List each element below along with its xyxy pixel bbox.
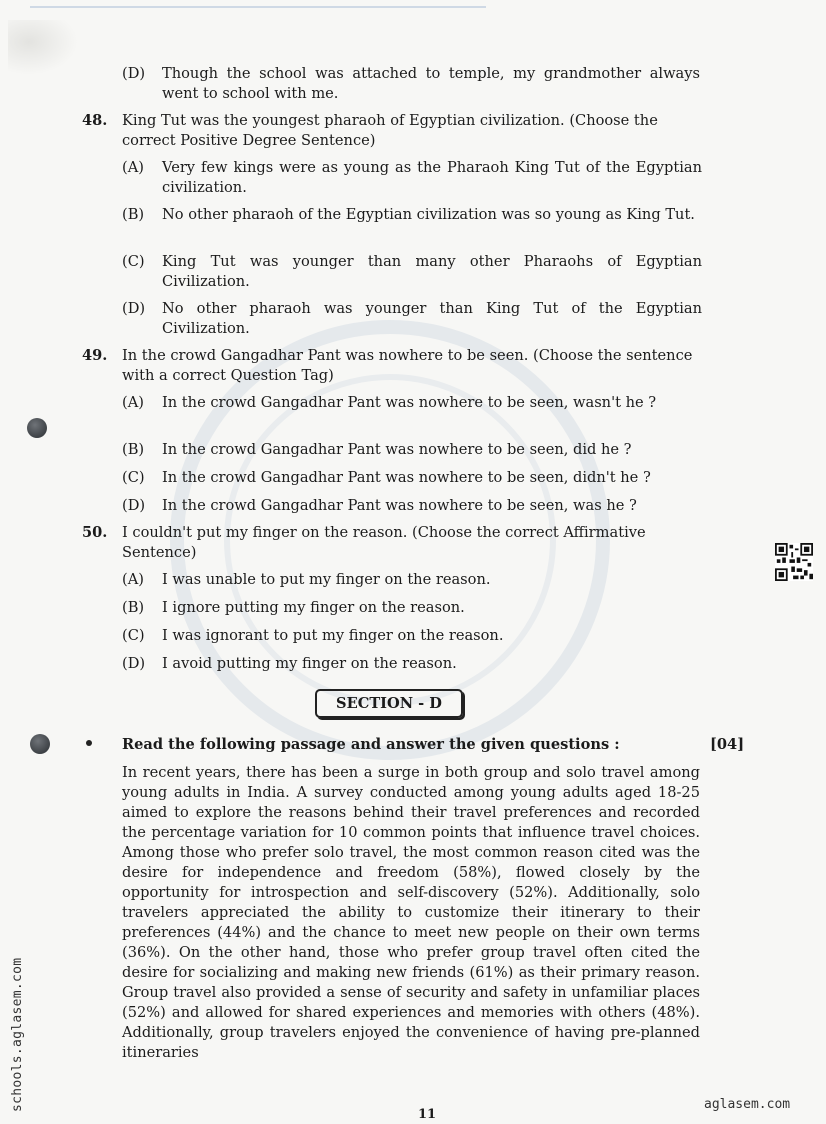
punch-hole-icon [30, 734, 50, 754]
q48-number: 48. [82, 112, 108, 129]
q50-question: I couldn't put my finger on the reason. (Choose the correct Affirmative Sentence) [122, 524, 646, 561]
passage-instruction: Read the following passage and answer the given questions : [122, 736, 620, 753]
option-text: I avoid putting my finger on the reason. [162, 655, 457, 672]
option-text: I ignore putting my finger on the reason. [162, 599, 465, 616]
punch-hole-icon [27, 418, 47, 438]
option-label: (B) [122, 206, 145, 223]
option-label: (C) [122, 253, 145, 270]
q49-question: In the crowd Gangadhar Pant was nowhere to be seen. (Choose the sentence with a correct Question Tag) [122, 347, 693, 384]
option-label: (B) [122, 441, 145, 458]
option-label: (D) [122, 65, 146, 82]
option-text: Very few kings were as young as the Pharaoh King Tut of the Egyptian civilization. [162, 159, 702, 196]
q49-number: 49. [82, 347, 108, 364]
side-watermark: schools.aglasem.com [10, 957, 25, 1112]
section-title: SECTION - D [315, 689, 463, 718]
option-label: (A) [122, 394, 144, 411]
option-label: (A) [122, 159, 144, 176]
option-text: I was ignorant to put my finger on the reason. [162, 627, 504, 644]
option-text: King Tut was younger than many other Pharaohs of Egyptian Civilization. [162, 253, 702, 290]
corner-watermark: aglasem.com [704, 1097, 791, 1112]
option-text: In the crowd Gangadhar Pant was nowhere to be seen, didn't he ? [162, 469, 651, 486]
option-text: No other pharaoh of the Egyptian civilization was so young as King Tut. [162, 206, 695, 223]
option-text: I was unable to put my finger on the reason. [162, 571, 491, 588]
option-text: In the crowd Gangadhar Pant was nowhere to be seen, was he ? [162, 497, 637, 514]
option-label: (D) [122, 300, 146, 317]
option-text: Though the school was attached to temple, my grandmother always went to school with me. [162, 65, 700, 102]
option-label: (C) [122, 469, 145, 486]
option-text: In the crowd Gangadhar Pant was nowhere to be seen, wasn't he ? [162, 394, 657, 411]
q48-question: King Tut was the youngest pharaoh of Egyptian civilization. (Choose the correct Positive Degree Sentence) [122, 112, 658, 149]
option-label: (D) [122, 655, 146, 672]
qr-code-icon [775, 543, 813, 581]
q50-number: 50. [82, 524, 108, 541]
option-label: (B) [122, 599, 145, 616]
option-label: (D) [122, 497, 146, 514]
option-text: In the crowd Gangadhar Pant was nowhere to be seen, did he ? [162, 441, 632, 458]
page-number: 11 [418, 1107, 437, 1122]
scan-smudge [8, 20, 78, 75]
passage-text: In recent years, there has been a surge in both group and solo travel among young adults in India. A survey conducted among young adults aged 18-25 aimed to explore the reasons behind their travel preferences and recorded the percentage variation for 10 common points that influence travel choices. Among those who prefer solo travel, the most common reason cited was the desire for independence and freedom (58%), flowed closely by the opportunity for introspection and self-discovery (52%). Additionally, solo travelers appreciated the ability to customize their itinerary to their preferences (44%) and the chance to meet new people on their own terms (36%). On the other hand, those who prefer group travel often cited the desire for socializing and making new friends (61%) as their primary reason. Group travel also provided a sense of security and safety in unfamiliar places (52%) and allowed for shared experiences and memories with others (48%). Additionally, group travelers enjoyed the convenience of having pre-planned itineraries [122, 764, 700, 1061]
option-label: (A) [122, 571, 144, 588]
option-label: (C) [122, 627, 145, 644]
bullet-icon [86, 740, 92, 746]
option-text: No other pharaoh was younger than King Tut of the Egyptian Civilization. [162, 300, 702, 337]
top-scan-line [30, 6, 486, 8]
passage-marks: [04] [710, 736, 745, 753]
